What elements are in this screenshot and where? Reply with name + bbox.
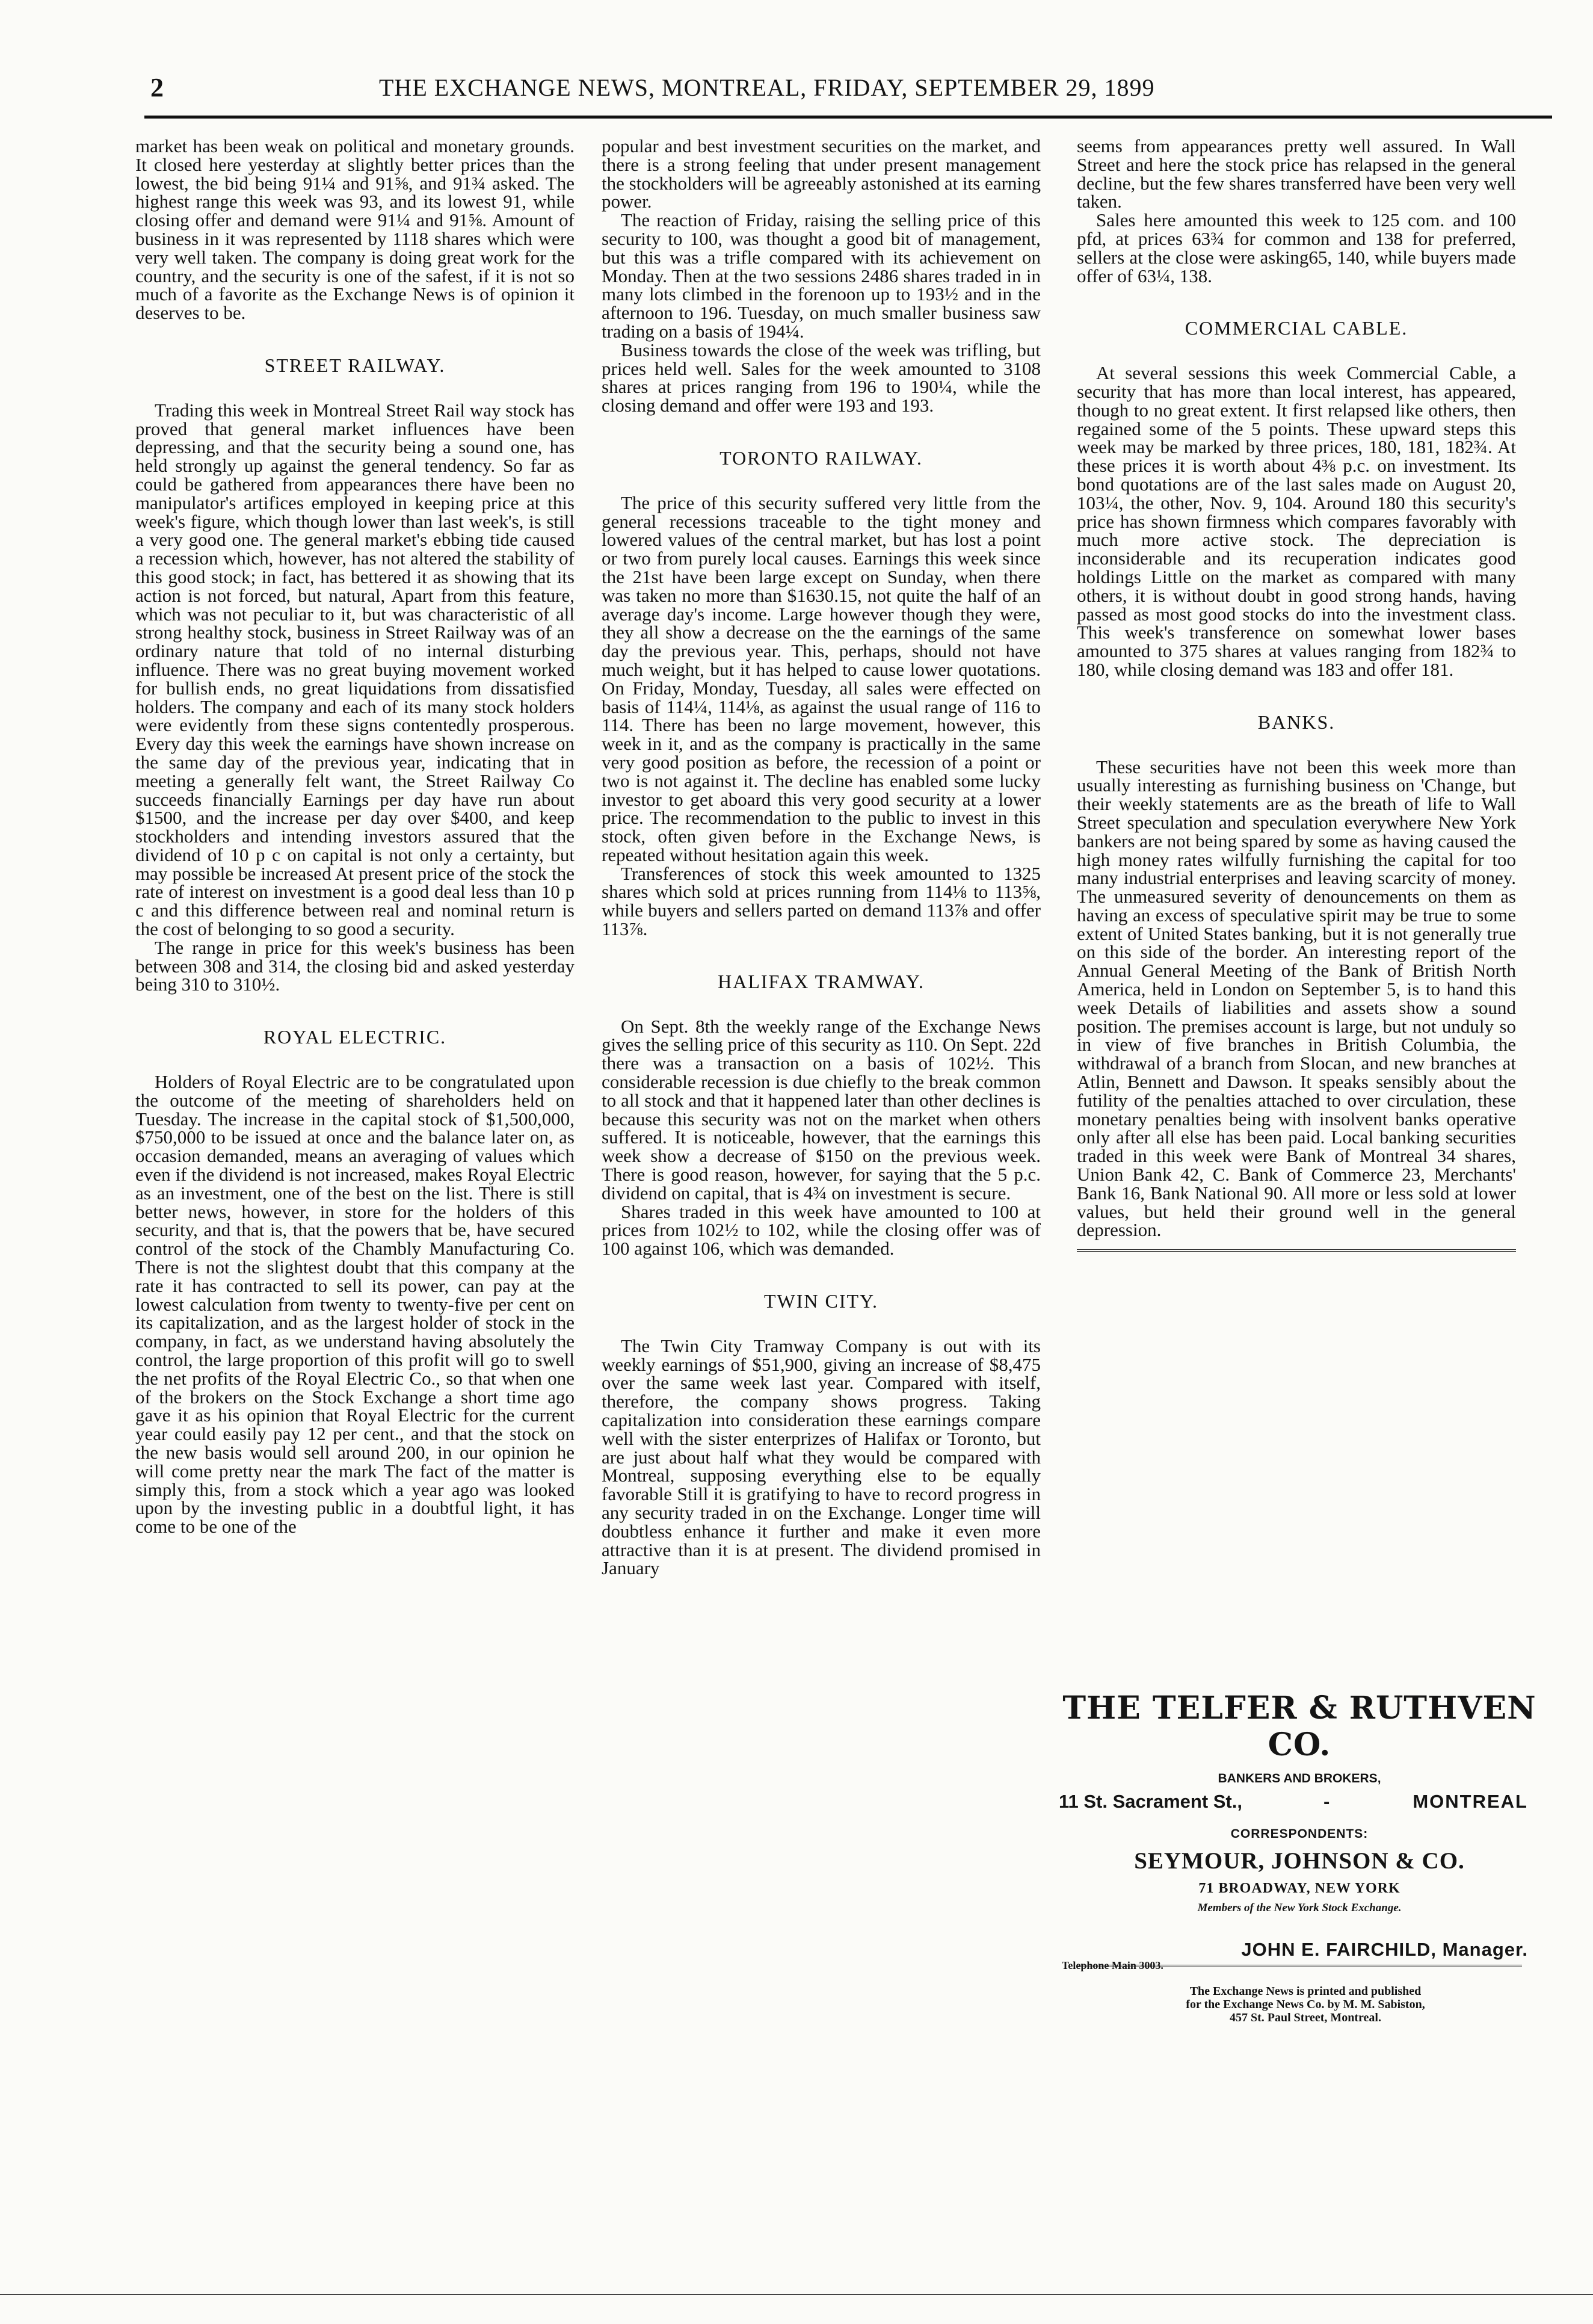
section-divider	[1077, 1249, 1516, 1252]
imprint-line: The Exchange News is printed and published	[1189, 1985, 1422, 1998]
ad-subtitle: BANKERS AND BROKERS,	[1218, 1772, 1381, 1785]
article-paragraph: On Sept. 8th the weekly range of the Exchange News gives the selling price of this security as 110. On Sept. 22d there was a transaction on a basis of 102½. This considerable recession is due chiefly to the break common to all stock and that it happened later than other declines is because this security was not on the market when others suffered. It is noticeable, however, that the earnings this week show a decrease of $150 on the previous week. There is good reason, however, for saying that the 5 p.c. dividend on capital, that is 4¾ on investment is secure.	[602, 1015, 1041, 1204]
article-paragraph: Transferences of stock this week amounted to 1325 shares which sold at prices running from 114⅛ to 113⅝, while buyers and sellers parted on demand 113⅞ and offer 113⅞.	[602, 862, 1041, 940]
masthead-title: THE EXCHANGE NEWS, MONTREAL, FRIDAY, SEPTEMBER 29, 1899	[379, 74, 1155, 101]
article-paragraph: popular and best investment securities on the market, and there is a strong feeling that under present management the stockholders will be agreeably astonished at its earning power.	[602, 135, 1041, 212]
article-paragraph: The price of this security suffered very little from the general recessions traceable to the tight money and lowered values of the central market, but has lost a point or two from purely local causes. Earnings this week since the 21st have been large except on Sunday, when there was taken no more than $1630.15, not quite the half of an average day's income. Large however though they were, they all show a decrease on the the earnings of the same day the previous year. This, perhaps, should not have much weight, but it has helped to cause lower quotations. On Friday, Monday, Tuesday, all sales were effected on basis of 114¼, 114⅛, as against the usual range of 116 to 114. There has been no large movement, however, this week in it, and as the company is practically in the same very good position as before, the recession of a point or two is not against it. The decline has enabled some lucky investor to get aboard this very good security at a lower price. The recommendation to the public to invest in this stock, often given before in the Exchange News, is repeated without hesitation again this week.	[602, 492, 1041, 865]
section-heading-halifax-tramway: HALIFAX TRAMWAY.	[718, 970, 925, 992]
article-paragraph: Holders of Royal Electric are to be congratulated upon the outcome of the meeting of shareholders held on Tuesday. The increase in the capital stock of $1,500,000, $750,000 to be issued at once and the balance later on, as occasion demanded, means an averaging of values which even if the dividend is not increased, makes Royal Electric as an investment, one of the best on the list. There is still better news, however, in store for the holders of this security, and that is, that the powers that be, have secured control of the stock of the Chambly Manufacturing Co. There is not the slightest doubt that this company at the rate it has contracted to sell its power, can pay at the lowest calculation from twenty to twenty-five per cent on its capitalization, and as the largest holder of stock in the company, in fact, as we understand having absolutely the control, the large proportion of this profit will go to swell the net profits of the Royal Electric Co., so that when one of the brokers on the Stock Exchange a short time ago gave it as his opinion that Royal Electric for the current year could easily pay 12 per cent., and that the stock on the new basis would sell around 200, in our opinion he will come pretty near the mark The fact of the matter is simply this, from a stock which a year ago was looked upon by the investing public in a doubtful light, it has come to be one of the	[135, 1071, 575, 1537]
article-paragraph: The reaction of Friday, raising the selling price of this security to 100, was thought a good bit of management, but this was a trifle compared with its achievement on Monday. Then at the two sessions 2486 shares traded in in many lots climbed in the forenoon up to 193½ and in the afternoon to 196. Tuesday, on much smaller business saw trading on a basis of 194¼.	[602, 209, 1041, 342]
masthead	[150, 67, 1546, 106]
section-heading-toronto-railway: TORONTO RAILWAY.	[719, 447, 923, 469]
masthead-rule	[144, 116, 1552, 119]
imprint-line: for the Exchange News Co. by M. M. Sabiston,	[1186, 1998, 1425, 2011]
column-1	[135, 137, 575, 1536]
ad-title: THE TELFER & RUTHVEN CO.	[1062, 1690, 1536, 1763]
imprint-divider	[1077, 1965, 1522, 1967]
column-2	[602, 137, 1041, 1578]
section-heading-street-railway: STREET RAILWAY.	[264, 354, 446, 376]
ad-city: MONTREAL	[1413, 1791, 1528, 1812]
ad-address	[1059, 1791, 1540, 1821]
article-paragraph: market has been weak on political and monetary grounds. It closed here yesterday at slightly better prices than the lowest, the bid being 91¼ and 91⅝, and 91¾ asked. The highest range this week was 93, and its lowest 91, while closing offer and demand were 91¼ and 91⅝. Amount of business in it was represented by 1118 shares which were very well taken. The company is doing great work for the country, and the security is one of the safest, if it is not so much of a favorite as the Exchange News is of opinion it deserves to be.	[135, 135, 575, 324]
page-number: 2	[150, 73, 164, 102]
advertisement-telfer-ruthven	[1059, 1690, 1540, 1993]
ad-manager: JOHN E. FAIRCHILD, Manager.	[1241, 1939, 1528, 1960]
ad-membership: Members of the New York Stock Exchange.	[1197, 1902, 1402, 1914]
article-paragraph: Shares traded in this week have amounted to 100 at prices from 102½ to 102, while the closing offer was of 100 against 106, which was demanded.	[602, 1201, 1041, 1259]
page-bottom-edge	[0, 2294, 1593, 2295]
section-heading-commercial-cable: COMMERCIAL CABLE.	[1185, 317, 1408, 339]
publisher-imprint	[1101, 1985, 1510, 2024]
article-paragraph: Trading this week in Montreal Street Rail way stock has proved that general market influences have been depressing, and that the security being a sound one, has held strongly up against the general tendency. So far as could be gathered from appearances there have been no manipulator's artifices employed in keeping price at this week's figure, which though lower than last week's, is still a very good one. The general market's ebbing tide caused a recession which, however, has not altered the stability of this good stock; in fact, has bettered it as showing that its action is not forced, but natural, Apart from this feature, which was not peculiar to it, but was characteristic of all strong healthy stock, business in Street Railway was of an ordinary nature that told of no internal disturbing influence. There was no great buying movement worked for bullish ends, no great liquidations from dissatisfied holders. The company and each of its many stock holders were evidently from these signs contentedly prosperous. Every day this week the earnings have shown increase on the same day of the previous year, indicating that in meeting a generally felt want, the Street Railway Co succeeds financially Earnings per day have run about $1500, and the increase per day over $400, and keep stockholders and intending investors assured that the dividend of 10 p c on capital is not only a certainty, but may possible be increased At present price of the stock the rate of interest on investment is a good deal less than 10 p c and this difference between real and nominal return is the cost of belonging to so good a security.	[135, 399, 575, 940]
article-paragraph: At several sessions this week Commercial Cable, a security that has more than local interest, has appeared, though to no great extent. It first relapsed like others, then regained some of the 5 points. These upward steps this week may be marked by three prices, 180, 181, 182¾. At these prices it is worth about 4⅜ p.c. on investment. Its bond quotations are of the last sales made on August 20, 103¼, the other, Nov. 9, 104. Around 180 this security's price has shown firmness which compares favorably with much more active stock. The depreciation is inconsiderable and its recuperation indicates good holdings Little on the market as compared with many others, it is without doubt in good strong hands, having passed as most good stocks do into the investment class. This week's transference on somewhat lower bases amounted to 375 shares at values ranging from 182¾ to 180, while closing demand was 183 and offer 181.	[1077, 362, 1516, 680]
ad-correspondents-label: CORRESPONDENTS:	[1230, 1827, 1369, 1841]
ad-street-address: 11 St. Sacrament St.,	[1059, 1791, 1242, 1812]
column-3	[1077, 137, 1516, 1252]
section-heading-banks: BANKS.	[1257, 711, 1336, 733]
article-paragraph: The Twin City Tramway Company is out with its weekly earnings of $51,900, giving an increase of $8,475 over the same week last year. Compared with itself, therefore, the company shows progress. Taking capitalization into consideration these earnings compare well with the sister enterprizes of Halifax or Toronto, but are just about half what they would be compared with Montreal, supposing everything else to be equally favorable Still it is gratifying to have to record progress in any security traded in on the Exchange. Longer time will doubtless enhance it further and make it even more attractive than it is at present. The dividend promised in January	[602, 1335, 1041, 1579]
section-heading-twin-city: TWIN CITY.	[763, 1290, 879, 1312]
ad-correspondent-name: SEYMOUR, JOHNSON & CO.	[1134, 1848, 1465, 1874]
article-paragraph: Business towards the close of the week was trifling, but prices held well. Sales for the week amounted to 3108 shares at prices ranging from 196 to 190¼, while the closing demand and offer were 193 and 193.	[602, 339, 1041, 416]
section-heading-royal-electric: ROYAL ELECTRIC.	[263, 1026, 447, 1048]
article-paragraph: seems from appearances pretty well assured. In Wall Street and here the stock price has relapsed in the general decline, but the few shares transferred have been very well taken.	[1077, 135, 1516, 212]
imprint-line: 457 St. Paul Street, Montreal.	[1229, 2011, 1381, 2024]
article-paragraph: Sales here amounted this week to 125 com. and 100 pfd, at prices 63¾ for common and 138 for preferred, sellers at the close were asking65, 140, while buyers made offer of 63¼, 138.	[1077, 209, 1516, 286]
ad-telephone: Telephone Main 3003.	[1062, 1959, 1163, 1971]
article-paragraph: These securities have not been this week more than usually interesting as furnishing business on 'Change, but their weekly statements are as the breath of life to Wall Street speculation and speculation everywhere New York bankers are not being spared by some as having caused the high money rates wilfully furnishing the capital for too many industrial enterprises and leaving scarcity of money. The unmeasured severity of denouncements on them as having an excess of speculative spirit may be true to some extent of United States banking, but it is not generally true on this side of the border. An interesting report of the Annual General Meeting of the Bank of British North America, held in London on September 5, is to hand this week Details of liabilities and assets show a sound position. The premises account is large, but not unduly so in view of five branches in British Columbia, the withdrawal of a branch from Slocan, and new branches at Atlin, Bennett and Dawson. It speaks sensibly about the futility of the penalties attached to over circulation, these monetary penalties being with insolvent banks operative only after all else has been paid. Local banking securities traded in this week were Bank of Montreal 34 shares, Union Bank 42, C. Bank of Commerce 23, Merchants' Bank 16, Bank National 90. All more or less sold at lower values, but held their ground well in the general depression.	[1077, 756, 1516, 1241]
ad-correspondent-address: 71 BROADWAY, NEW YORK	[1198, 1881, 1400, 1896]
ad-address-dash: -	[1323, 1791, 1330, 1812]
article-paragraph: The range in price for this week's business has been between 308 and 314, the closing bid and asked yesterday being 310 to 310½.	[135, 936, 575, 995]
